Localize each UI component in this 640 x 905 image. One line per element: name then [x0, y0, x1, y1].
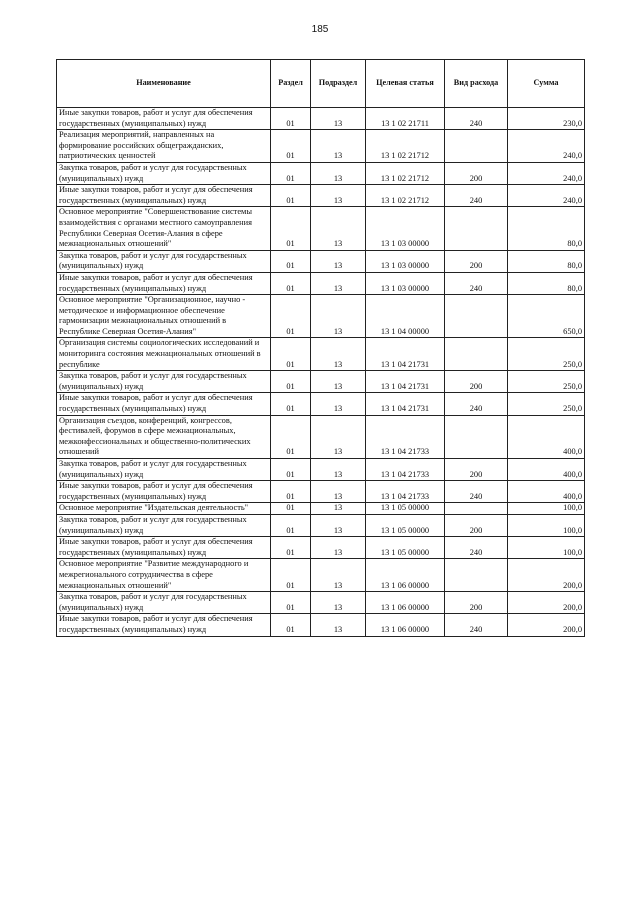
- header-vid: Вид расхода: [445, 60, 508, 108]
- cell-name: Реализация мероприятий, направленных на формирование российских общегражданских, патриотических ценностей: [57, 130, 271, 163]
- cell-razdel: 01: [271, 393, 311, 415]
- cell-name: Иные закупки товаров, работ и услуг для обеспечения государственных (муниципальных) нужд: [57, 272, 271, 294]
- cell-vid: [445, 559, 508, 592]
- cell-summa: 200,0: [508, 559, 585, 592]
- cell-podrazdel: 13: [311, 250, 366, 272]
- table-row: [57, 614, 585, 636]
- cell-vid: 240: [445, 537, 508, 559]
- cell-podrazdel: 13: [311, 162, 366, 184]
- cell-vid: 240: [445, 393, 508, 415]
- cell-vid: 240: [445, 481, 508, 503]
- cell-razdel: 01: [271, 272, 311, 294]
- cell-summa: 240,0: [508, 162, 585, 184]
- cell-statya: 13 1 02 21711: [366, 108, 445, 130]
- cell-name: Иные закупки товаров, работ и услуг для обеспечения государственных (муниципальных) нужд: [57, 108, 271, 130]
- cell-name: Основное мероприятие "Совершенствование системы взаимодействия с органами местного самоуправления Республики Северная Осетия-Алания в сфере межнациональных отношений": [57, 207, 271, 250]
- cell-podrazdel: 13: [311, 537, 366, 559]
- cell-vid: 240: [445, 272, 508, 294]
- cell-razdel: 01: [271, 459, 311, 481]
- table-header-row: [57, 60, 585, 108]
- cell-vid: [445, 338, 508, 371]
- header-name: Наименование: [57, 60, 271, 108]
- cell-vid: 200: [445, 371, 508, 393]
- cell-razdel: 01: [271, 130, 311, 163]
- cell-summa: 80,0: [508, 250, 585, 272]
- cell-name: Закупка товаров, работ и услуг для государственных (муниципальных) нужд: [57, 459, 271, 481]
- table-row: [57, 250, 585, 272]
- cell-name: Закупка товаров, работ и услуг для государственных (муниципальных) нужд: [57, 514, 271, 536]
- cell-statya: 13 1 02 21712: [366, 162, 445, 184]
- cell-razdel: 01: [271, 559, 311, 592]
- cell-name: Иные закупки товаров, работ и услуг для обеспечения государственных (муниципальных) нужд: [57, 393, 271, 415]
- cell-name: Основное мероприятие "Организационное, научно - методическое и информационное обеспечение гармонизации межнациональных отношений в Республике Северная Осетия-Алания": [57, 295, 271, 338]
- cell-vid: 200: [445, 162, 508, 184]
- cell-name: Организация съездов, конференций, конгрессов, фестивалей, форумов в сфере межнациональных, межконфессиональных и общественно-политических отношений: [57, 415, 271, 458]
- cell-razdel: 01: [271, 207, 311, 250]
- cell-summa: 650,0: [508, 295, 585, 338]
- cell-podrazdel: 13: [311, 295, 366, 338]
- cell-podrazdel: 13: [311, 459, 366, 481]
- cell-summa: 100,0: [508, 503, 585, 515]
- table-row: [57, 559, 585, 592]
- cell-vid: 200: [445, 250, 508, 272]
- cell-podrazdel: 13: [311, 503, 366, 515]
- header-statya: Целевая статья: [366, 60, 445, 108]
- cell-vid: 200: [445, 459, 508, 481]
- table-row: [57, 371, 585, 393]
- table-row: [57, 207, 585, 250]
- cell-vid: [445, 130, 508, 163]
- cell-summa: 400,0: [508, 415, 585, 458]
- cell-razdel: 01: [271, 185, 311, 207]
- cell-razdel: 01: [271, 614, 311, 636]
- cell-name: Закупка товаров, работ и услуг для государственных (муниципальных) нужд: [57, 250, 271, 272]
- cell-podrazdel: 13: [311, 592, 366, 614]
- header-summa: Сумма: [508, 60, 585, 108]
- cell-podrazdel: 13: [311, 338, 366, 371]
- cell-razdel: 01: [271, 371, 311, 393]
- cell-vid: 240: [445, 185, 508, 207]
- cell-podrazdel: 13: [311, 371, 366, 393]
- cell-vid: [445, 207, 508, 250]
- cell-vid: 200: [445, 514, 508, 536]
- cell-razdel: 01: [271, 250, 311, 272]
- cell-summa: 250,0: [508, 393, 585, 415]
- cell-name: Иные закупки товаров, работ и услуг для обеспечения государственных (муниципальных) нужд: [57, 537, 271, 559]
- cell-summa: 240,0: [508, 185, 585, 207]
- header-podrazdel: Подраздел: [311, 60, 366, 108]
- cell-summa: 200,0: [508, 614, 585, 636]
- cell-vid: [445, 295, 508, 338]
- cell-statya: 13 1 04 21733: [366, 481, 445, 503]
- page-number: 185: [311, 24, 329, 35]
- cell-podrazdel: 13: [311, 185, 366, 207]
- cell-statya: 13 1 05 00000: [366, 537, 445, 559]
- cell-name: Основное мероприятие "Развитие международного и межрегионального сотрудничества в сфере межнациональных отношений": [57, 559, 271, 592]
- cell-razdel: 01: [271, 514, 311, 536]
- cell-summa: 250,0: [508, 338, 585, 371]
- table-row: [57, 272, 585, 294]
- table-row: [57, 481, 585, 503]
- cell-statya: 13 1 02 21712: [366, 130, 445, 163]
- cell-statya: 13 1 04 21733: [366, 415, 445, 458]
- cell-razdel: 01: [271, 162, 311, 184]
- cell-podrazdel: 13: [311, 272, 366, 294]
- cell-statya: 13 1 04 00000: [366, 295, 445, 338]
- cell-statya: 13 1 04 21731: [366, 393, 445, 415]
- cell-summa: 100,0: [508, 514, 585, 536]
- cell-name: Иные закупки товаров, работ и услуг для обеспечения государственных (муниципальных) нужд: [57, 614, 271, 636]
- table-row: [57, 295, 585, 338]
- cell-podrazdel: 13: [311, 207, 366, 250]
- cell-statya: 13 1 04 21731: [366, 371, 445, 393]
- table-row: [57, 162, 585, 184]
- cell-summa: 400,0: [508, 481, 585, 503]
- cell-name: Организация системы социологических исследований и мониторинга состояния межнациональных отношений в республике: [57, 338, 271, 371]
- cell-statya: 13 1 06 00000: [366, 592, 445, 614]
- cell-podrazdel: 13: [311, 108, 366, 130]
- cell-vid: [445, 503, 508, 515]
- cell-name: Иные закупки товаров, работ и услуг для обеспечения государственных (муниципальных) нужд: [57, 185, 271, 207]
- cell-statya: 13 1 04 21731: [366, 338, 445, 371]
- cell-summa: 230,0: [508, 108, 585, 130]
- cell-statya: 13 1 05 00000: [366, 503, 445, 515]
- table-row: [57, 459, 585, 481]
- cell-name: Основное мероприятие "Издательская деятельность": [57, 503, 271, 515]
- table-row: [57, 393, 585, 415]
- cell-razdel: 01: [271, 415, 311, 458]
- cell-razdel: 01: [271, 537, 311, 559]
- table-row: [57, 503, 585, 515]
- cell-statya: 13 1 03 00000: [366, 207, 445, 250]
- cell-statya: 13 1 03 00000: [366, 272, 445, 294]
- cell-podrazdel: 13: [311, 481, 366, 503]
- cell-vid: 200: [445, 592, 508, 614]
- cell-name: Закупка товаров, работ и услуг для государственных (муниципальных) нужд: [57, 371, 271, 393]
- table-row: [57, 537, 585, 559]
- cell-razdel: 01: [271, 592, 311, 614]
- cell-name: Закупка товаров, работ и услуг для государственных (муниципальных) нужд: [57, 162, 271, 184]
- cell-vid: 240: [445, 108, 508, 130]
- cell-statya: 13 1 06 00000: [366, 559, 445, 592]
- cell-podrazdel: 13: [311, 514, 366, 536]
- cell-name: Закупка товаров, работ и услуг для государственных (муниципальных) нужд: [57, 592, 271, 614]
- cell-summa: 250,0: [508, 371, 585, 393]
- cell-podrazdel: 13: [311, 393, 366, 415]
- cell-summa: 80,0: [508, 207, 585, 250]
- cell-razdel: 01: [271, 503, 311, 515]
- cell-vid: 240: [445, 614, 508, 636]
- cell-statya: 13 1 05 00000: [366, 514, 445, 536]
- cell-podrazdel: 13: [311, 614, 366, 636]
- cell-podrazdel: 13: [311, 415, 366, 458]
- cell-summa: 200,0: [508, 592, 585, 614]
- cell-statya: 13 1 02 21712: [366, 185, 445, 207]
- table-row: [57, 130, 585, 163]
- cell-name: Иные закупки товаров, работ и услуг для обеспечения государственных (муниципальных) нужд: [57, 481, 271, 503]
- cell-razdel: 01: [271, 481, 311, 503]
- cell-statya: 13 1 04 21733: [366, 459, 445, 481]
- cell-razdel: 01: [271, 295, 311, 338]
- cell-razdel: 01: [271, 338, 311, 371]
- table-row: [57, 592, 585, 614]
- cell-summa: 80,0: [508, 272, 585, 294]
- cell-statya: 13 1 06 00000: [366, 614, 445, 636]
- cell-summa: 240,0: [508, 130, 585, 163]
- table-body: [57, 108, 585, 637]
- cell-podrazdel: 13: [311, 130, 366, 163]
- budget-table: [56, 59, 585, 637]
- table-row: [57, 185, 585, 207]
- cell-statya: 13 1 03 00000: [366, 250, 445, 272]
- table-row: [57, 415, 585, 458]
- cell-summa: 400,0: [508, 459, 585, 481]
- cell-podrazdel: 13: [311, 559, 366, 592]
- table-row: [57, 108, 585, 130]
- cell-vid: [445, 415, 508, 458]
- cell-razdel: 01: [271, 108, 311, 130]
- table-row: [57, 514, 585, 536]
- table-row: [57, 338, 585, 371]
- cell-summa: 100,0: [508, 537, 585, 559]
- header-razdel: Раздел: [271, 60, 311, 108]
